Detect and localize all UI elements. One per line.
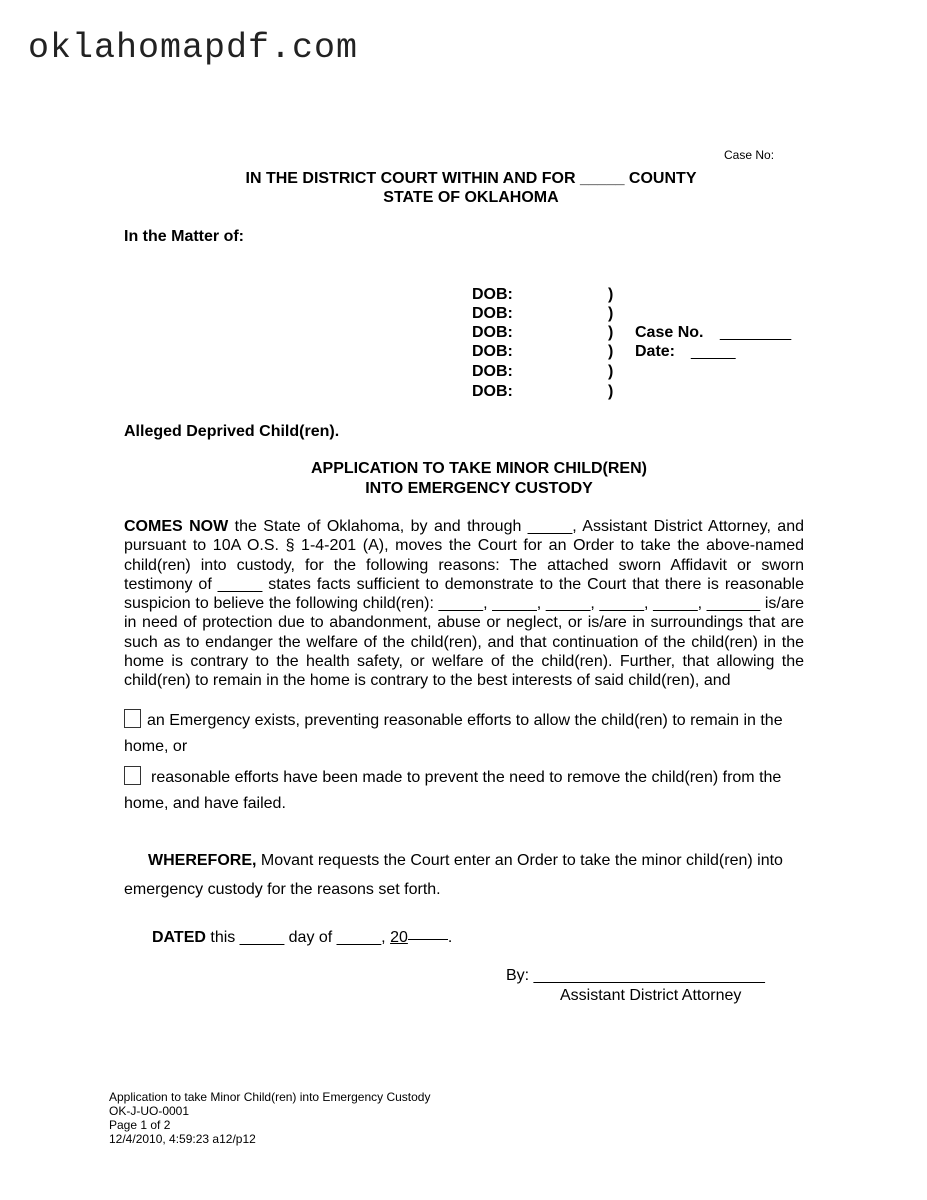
date-label: Date: — [635, 343, 676, 360]
paren: ) — [608, 343, 614, 360]
dated-line — [152, 929, 452, 947]
footer-page: Page 1 of 2 — [109, 1118, 171, 1132]
signature-title: Assistant District Attorney — [560, 987, 742, 1004]
year-blank — [408, 938, 448, 940]
in-the-matter-of: In the Matter of: — [124, 228, 244, 245]
dated-label: DATED — [152, 929, 206, 946]
comes-now-label: COMES NOW — [124, 518, 229, 535]
case-no-header: Case No: — [724, 148, 775, 162]
case-no-label: Case No. — [635, 324, 704, 341]
date-blank: _____ — [691, 343, 736, 360]
alleged-deprived: Alleged Deprived Child(ren). — [124, 423, 340, 440]
wherefore-label: WHEREFORE, — [148, 852, 257, 869]
dob-label: DOB: — [472, 343, 513, 360]
dated-period: . — [447, 929, 453, 946]
dated-text: this _____ day of _____, — [210, 929, 386, 946]
option-emergency-cont: home, or — [124, 738, 188, 755]
paren: ) — [608, 305, 614, 322]
option-efforts — [124, 766, 781, 787]
comes-now-paragraph — [124, 517, 804, 691]
efforts-checkbox[interactable] — [124, 766, 141, 785]
state-line: STATE OF OKLAHOMA — [383, 189, 559, 206]
option-efforts-cont: home, and have failed. — [124, 795, 286, 812]
document-title-line1: APPLICATION TO TAKE MINOR CHILD(REN) — [311, 460, 647, 477]
wherefore-line2: emergency custody for the reasons set forth. — [124, 881, 441, 898]
dob-label: DOB: — [472, 363, 513, 380]
dob-label: DOB: — [472, 383, 513, 400]
dob-label: DOB: — [472, 286, 513, 303]
dob-label: DOB: — [472, 305, 513, 322]
comes-now-text: the State of Oklahoma, by and through _____, Assistant District Attorney, and pursuant to 10A O.S. § 1-4-201 (A), moves the Court for an Order to take the above-named child(ren) into custody, for the following reasons: The attached sworn Affidavit or sworn testimony of _____ states facts sufficient to demonstrate to the Court that there is reasonable suspicion to believe the following child(ren): _____, _____, _____, _____, _____, ______ is/are in need of protection due to abandonment, abuse or neglect, or is/are in surroundings that are such as to endanger the welfare of the child(ren), and that continuation of the child(ren) in the home is contrary to the health safety, or welfare of the child(ren). Further, that allowing the child(ren) to remain in the home is contrary to the best interests of said child(ren), and — [124, 518, 805, 690]
footer-form-id: OK-J-UO-0001 — [109, 1104, 190, 1118]
paren: ) — [608, 286, 614, 303]
watermark: oklahomapdf.com — [28, 28, 359, 68]
signature-line: By: __________________________ — [506, 967, 765, 984]
option-emergency-text: an Emergency exists, preventing reasonable efforts to allow the child(ren) to remain in the — [147, 712, 783, 729]
wherefore-line1 — [148, 852, 783, 870]
wherefore-text: Movant requests the Court enter an Order to take the minor child(ren) into — [260, 852, 783, 869]
footer-form-title: Application to take Minor Child(ren) into Emergency Custody — [109, 1090, 431, 1104]
paren: ) — [608, 383, 614, 400]
dob-label: DOB: — [472, 324, 513, 341]
footer — [109, 1090, 430, 1146]
dated-year: 20 — [390, 929, 408, 946]
document-title-line2: INTO EMERGENCY CUSTODY — [365, 480, 593, 497]
court-line: IN THE DISTRICT COURT WITHIN AND FOR _____ COUNTY — [245, 170, 697, 187]
option-efforts-text: reasonable efforts have been made to prevent the need to remove the child(ren) from the — [151, 769, 782, 786]
option-emergency — [124, 709, 783, 730]
footer-timestamp: 12/4/2010, 4:59:23 a12/p12 — [109, 1132, 256, 1146]
paren: ) — [608, 363, 614, 380]
case-no-blank: ________ — [720, 324, 792, 341]
emergency-checkbox[interactable] — [124, 709, 141, 728]
paren: ) — [608, 324, 614, 341]
